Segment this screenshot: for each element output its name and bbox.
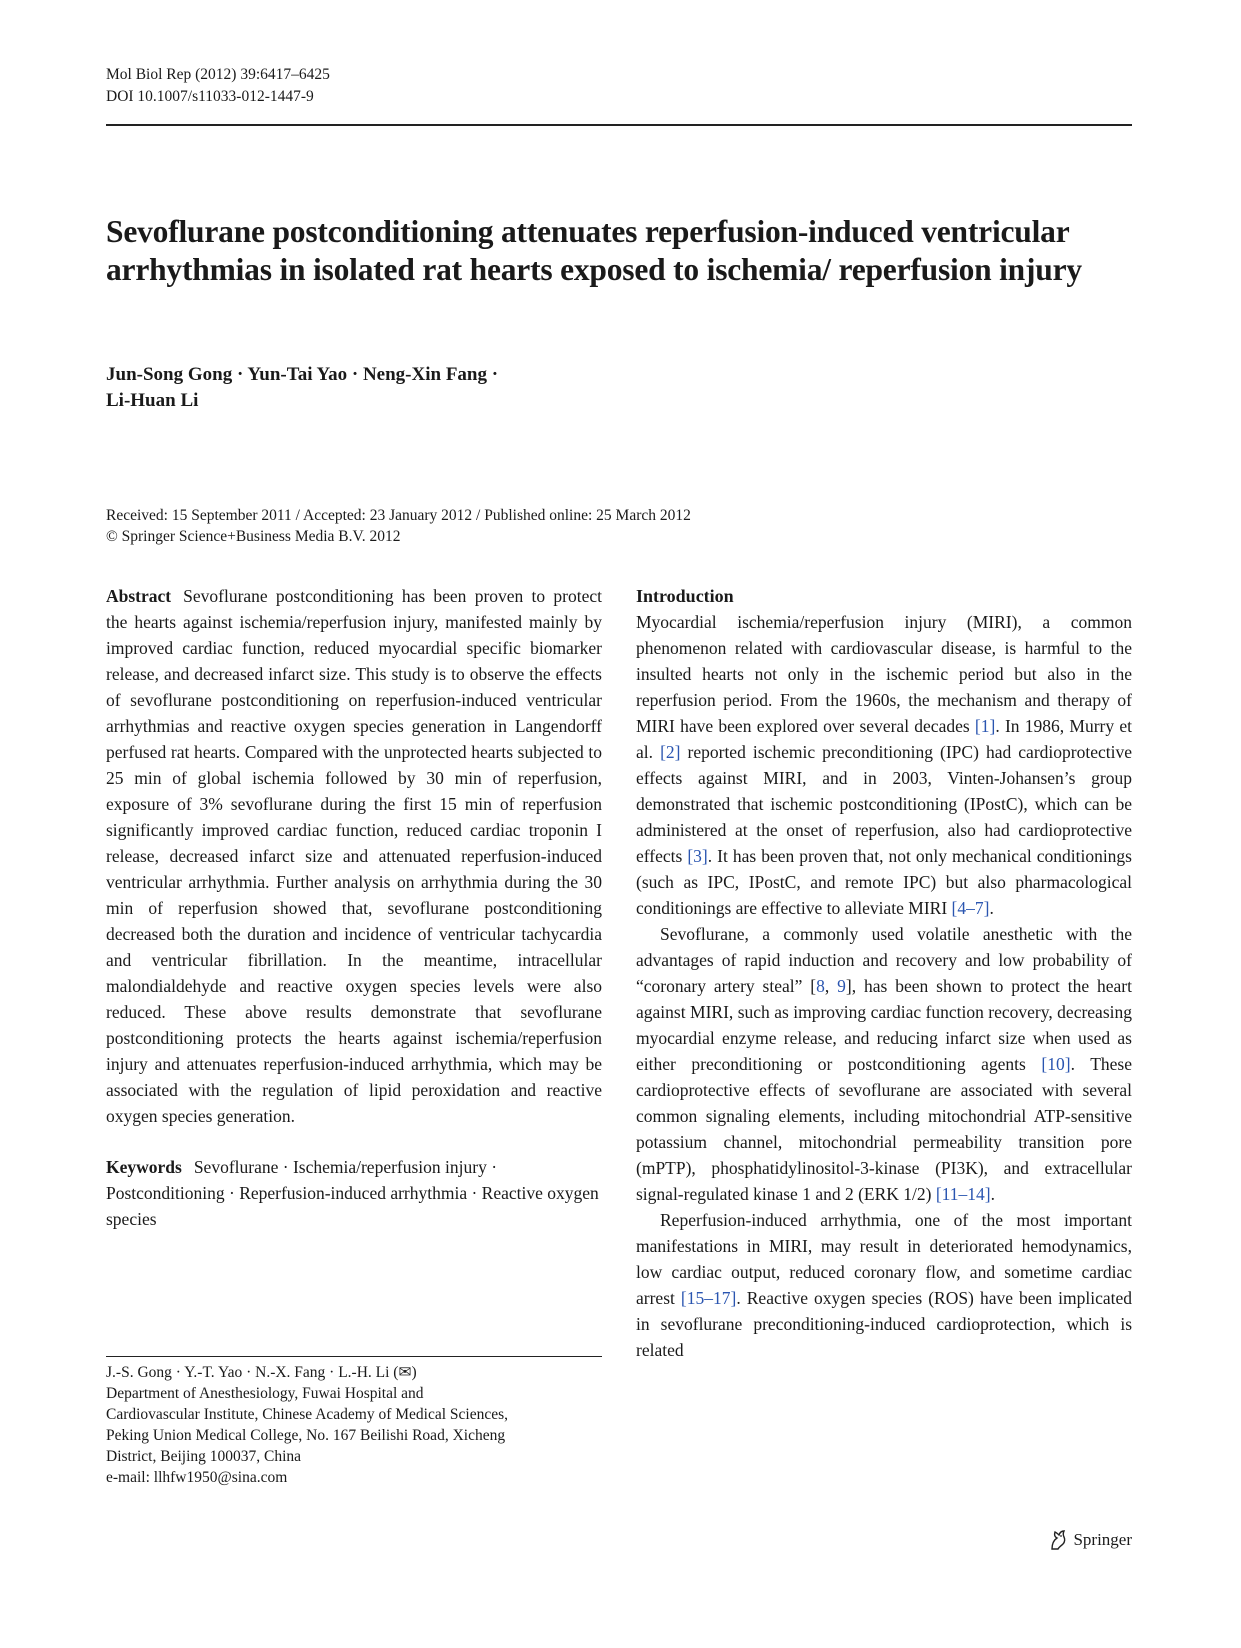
author-list (106, 362, 806, 414)
text-run: , (824, 976, 838, 996)
citation-link[interactable]: 8 (816, 976, 825, 996)
affiliation (106, 1362, 626, 1488)
text-run: reported ischemic preconditioning (IPC) had cardioprotective effects against MIRI, and in 2003, Vinten-Johansen’s group demonstrated that ischemic postconditioning (IPostC), which can be administered at the onset of reperfusion, also had cardioprotective effects (636, 742, 1132, 866)
left-column (106, 583, 602, 1232)
header-rule (106, 124, 1132, 126)
citation-link[interactable]: [4–7] (951, 898, 990, 918)
intro-paragraph-1 (636, 609, 1132, 921)
citation-link[interactable]: [1] (974, 716, 996, 736)
intro-paragraph-3 (636, 1207, 1132, 1363)
doi: DOI 10.1007/s11033-012-1447-9 (106, 88, 314, 105)
text-run: . These cardioprotective effects of sevoflurane are associated with several common signaling elements, including mitochondrial ATP-sensitive potassium channel, mitochondrial permeability transition pore (mPTP), phosphatidylinositol-3-kinase (PI3K), and extracellular signal-regulated kinase 1 and 2 (ERK 1/2) (636, 1054, 1132, 1204)
text-run: Reperfusion-induced arrhythmia, one of the most important manifestations in MIRI, may result in deteriorated hemodynamics, low cardiac output, reduced coronary flow, and sometime cardiac arrest (636, 1210, 1132, 1308)
author-line-2: Li-Huan Li (106, 390, 199, 411)
text-run: Sevoflurane, a commonly used volatile anesthetic with the advantages of rapid induction and recovery and low probability of “coronary artery steal” [ (636, 924, 1132, 996)
text-run: . In 1986, Murry et al. (636, 716, 1132, 762)
copyright: © Springer Science+Business Media B.V. 2012 (106, 528, 401, 545)
publisher-logo (1048, 1529, 1132, 1551)
keywords-text: Sevoflurane · Ischemia/reperfusion injury · Postconditioning · Reperfusion-induced arrhythmia · Reactive oxygen species (106, 1157, 599, 1229)
keywords-label: Keywords (106, 1157, 182, 1177)
abstract-text: Sevoflurane postconditioning has been proven to protect the hearts against ischemia/reperfusion injury, manifested mainly by improved cardiac function, reduced myocardial specific biomarker release, and decreased infarct size. This study is to observe the effects of sevoflurane postconditioning on reperfusion-induced ventricular arrhythmias and reactive oxygen species generation in Langendorff perfused rat hearts. Compared with the unprotected hearts subjected to 25 min of global ischemia followed by 30 min of reperfusion, exposure of 3% sevoflurane during the first 15 min of reperfusion significantly improved cardiac function, reduced cardiac troponin I release, decreased infarct size and attenuated reperfusion-induced ventricular arrhythmia. Further analysis on arrhythmia during the 30 min of reperfusion showed that, sevoflurane postconditioning decreased both the duration and incidence of ventricular tachycardia and ventricular fibrillation. In the meantime, intracellular malondialdehyde and reactive oxygen species levels were also reduced. These above results demonstrate that sevoflurane postconditioning protects the hearts against ischemia/reperfusion injury and attenuates reperfusion-induced arrhythmia, which may be associated with the regulation of lipid peroxidation and reactive oxygen species generation. (106, 586, 602, 1126)
publisher-name: Springer (1073, 1530, 1132, 1549)
affiliation-line-2: Cardiovascular Institute, Chinese Academy of Medical Sciences, (106, 1406, 509, 1423)
introduction-heading: Introduction (636, 586, 734, 606)
affiliation-line-1: Department of Anesthesiology, Fuwai Hospital and (106, 1385, 424, 1402)
citation-link[interactable]: [3] (687, 846, 708, 866)
affiliation-line-4: District, Beijing 100037, China (106, 1448, 302, 1465)
author-line-1: Jun-Song Gong · Yun-Tai Yao · Neng-Xin Fang · (106, 364, 499, 385)
publication-dates (106, 505, 691, 547)
text-run: . It has been proven that, not only mechanical conditionings (such as IPC, IPostC, and remote IPC) but also pharmacological conditionings are effective to alleviate MIRI (636, 846, 1132, 918)
springer-horse-icon (1048, 1529, 1068, 1551)
citation-link[interactable]: [2] (660, 742, 681, 762)
running-header (106, 64, 330, 108)
email[interactable]: e-mail: llhfw1950@sina.com (106, 1469, 288, 1486)
text-run: . Reactive oxygen species (ROS) have been implicated in sevoflurane preconditioning-induced cardioprotection, which is related (636, 1288, 1132, 1360)
received-accepted-published: Received: 15 September 2011 / Accepted: 23 January 2012 / Published online: 25 March 2012 (106, 507, 691, 524)
article-title: Sevoflurane postconditioning attenuates reperfusion-induced ventricular arrhythmias in isolated rat hearts exposed to ischemia/ reperfusion injury (106, 214, 1082, 287)
abstract (106, 583, 602, 1129)
citation-link[interactable]: [10] (1041, 1054, 1071, 1074)
right-column (636, 583, 1132, 1363)
intro-paragraph-2 (636, 921, 1132, 1207)
text-run: Myocardial ischemia/reperfusion injury (MIRI), a common phenomenon related with cardiovascular disease, is harmful to the insulted hearts not only in the ischemic period but also in the reperfusion period. From the 1960s, the mechanism and therapy of MIRI have been explored over several decades (636, 612, 1132, 736)
affiliation-authors: J.-S. Gong · Y.-T. Yao · N.-X. Fang · L.-H. Li (✉) (106, 1364, 417, 1381)
keywords (106, 1154, 602, 1232)
text-run: ], has been shown to protect the heart against MIRI, such as improving cardiac function recovery, decreasing myocardial enzyme release, and reducing infarct size when used as either preconditioning or postconditioning agents (636, 976, 1132, 1074)
citation-link[interactable]: [11–14] (935, 1184, 991, 1204)
abstract-label: Abstract (106, 586, 172, 606)
footnote-rule (106, 1356, 602, 1357)
text-run: . (989, 898, 994, 918)
citation-link[interactable]: [15–17] (680, 1288, 737, 1308)
citation-link[interactable]: 9 (837, 976, 846, 996)
affiliation-line-3: Peking Union Medical College, No. 167 Beilishi Road, Xicheng (106, 1427, 506, 1444)
journal-citation: Mol Biol Rep (2012) 39:6417–6425 (106, 66, 330, 83)
text-run: . (990, 1184, 995, 1204)
